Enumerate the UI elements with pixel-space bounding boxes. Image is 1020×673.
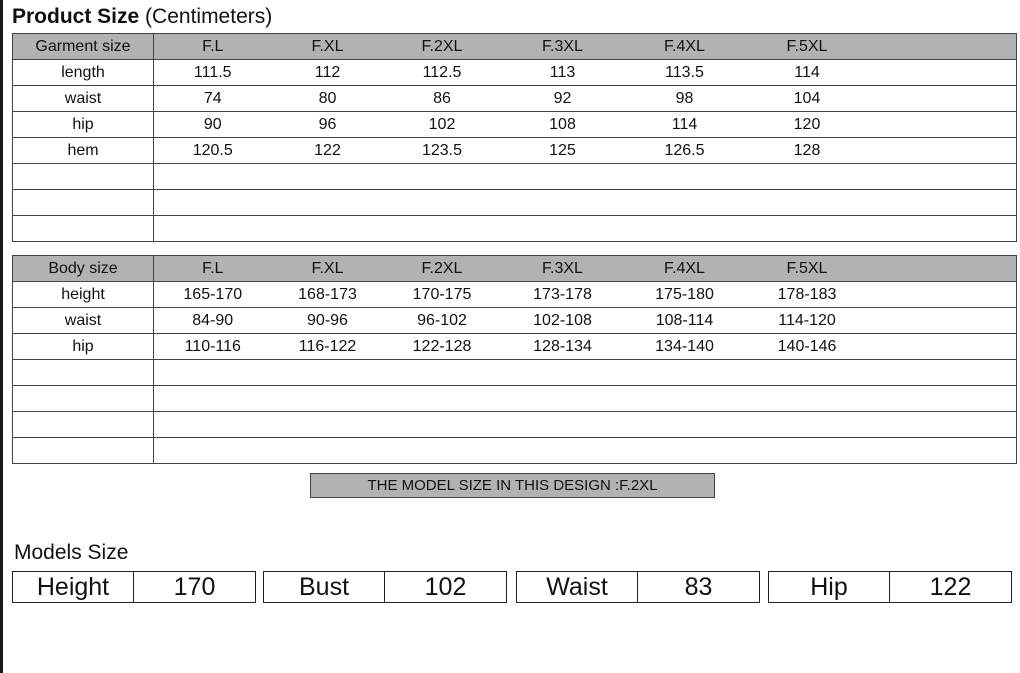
title-units: (Centimeters) (145, 5, 273, 28)
body-header-size: F.4XL (625, 256, 745, 282)
body-header-label: Body size (13, 256, 154, 282)
table-cell: 74 (154, 86, 272, 112)
garment-header-size: F.4XL (625, 34, 745, 60)
garment-header-size: F.L (154, 34, 272, 60)
body-size-table (12, 255, 1017, 464)
table-cell: 98 (625, 86, 745, 112)
table-cell: 111.5 (154, 60, 272, 86)
table-cell: 168-173 (272, 282, 384, 308)
model-waist-value: 83 (684, 573, 713, 601)
table-cell: 170-175 (384, 282, 501, 308)
model-height-label: Height (13, 572, 134, 602)
empty-label-cell (13, 360, 154, 386)
empty-row (13, 412, 1017, 438)
row-label: hem (13, 138, 154, 164)
table-cell: 165-170 (154, 282, 272, 308)
empty-value-cell (154, 412, 1017, 438)
table-cell-filler (870, 282, 1017, 308)
table-row (13, 112, 1017, 138)
model-bust-box (263, 571, 507, 603)
table-cell: 108 (501, 112, 625, 138)
table-cell-filler (870, 112, 1017, 138)
empty-label-cell (13, 386, 154, 412)
empty-label-cell (13, 216, 154, 242)
table-cell: 128-134 (501, 334, 625, 360)
empty-row (13, 438, 1017, 464)
table-cell: 110-116 (154, 334, 272, 360)
table-row (13, 138, 1017, 164)
empty-value-cell (154, 386, 1017, 412)
body-header-size: F.2XL (384, 256, 501, 282)
body-header-size: F.5XL (745, 256, 870, 282)
model-hip-box (768, 571, 1012, 603)
table-cell: 122 (272, 138, 384, 164)
table-cell: 108-114 (625, 308, 745, 334)
empty-value-cell (154, 438, 1017, 464)
empty-row (13, 360, 1017, 386)
table-cell-filler (870, 308, 1017, 334)
empty-label-cell (13, 412, 154, 438)
empty-row (13, 216, 1017, 242)
table-cell: 175-180 (625, 282, 745, 308)
models-size-title: Models Size (14, 541, 129, 564)
table-row (13, 86, 1017, 112)
model-hip-value: 122 (929, 573, 972, 601)
table-cell: 178-183 (745, 282, 870, 308)
model-waist-label: Waist (517, 572, 638, 602)
empty-value-cell (154, 216, 1017, 242)
table-cell: 113.5 (625, 60, 745, 86)
table-cell-filler (870, 86, 1017, 112)
table-cell: 84-90 (154, 308, 272, 334)
page-title (12, 5, 272, 29)
model-height-box (12, 571, 256, 603)
garment-header-size: F.5XL (745, 34, 870, 60)
table-cell: 112 (272, 60, 384, 86)
model-height-value: 170 (173, 573, 216, 601)
table-cell: 116-122 (272, 334, 384, 360)
table-cell-filler (870, 138, 1017, 164)
body-header-size: F.L (154, 256, 272, 282)
row-label: height (13, 282, 154, 308)
table-cell: 114 (625, 112, 745, 138)
body-header-size: F.XL (272, 256, 384, 282)
table-cell: 126.5 (625, 138, 745, 164)
garment-size-table (12, 33, 1017, 242)
empty-value-cell (154, 360, 1017, 386)
row-label: length (13, 60, 154, 86)
table-cell: 134-140 (625, 334, 745, 360)
empty-row (13, 164, 1017, 190)
model-size-banner: THE MODEL SIZE IN THIS DESIGN :F.2XL (310, 473, 715, 498)
empty-row (13, 386, 1017, 412)
table-cell: 86 (384, 86, 501, 112)
model-waist-box (516, 571, 760, 603)
empty-value-cell (154, 190, 1017, 216)
garment-header-size: F.2XL (384, 34, 501, 60)
table-cell: 125 (501, 138, 625, 164)
garment-header-filler (870, 34, 1017, 60)
table-cell: 120 (745, 112, 870, 138)
model-bust-label: Bust (264, 572, 385, 602)
garment-header-label: Garment size (13, 34, 154, 60)
empty-label-cell (13, 164, 154, 190)
table-row (13, 308, 1017, 334)
table-cell: 90 (154, 112, 272, 138)
table-cell: 128 (745, 138, 870, 164)
row-label: hip (13, 112, 154, 138)
model-hip-label: Hip (769, 572, 890, 602)
table-row (13, 60, 1017, 86)
table-cell: 120.5 (154, 138, 272, 164)
table-cell: 114-120 (745, 308, 870, 334)
empty-row (13, 190, 1017, 216)
body-header-row (13, 256, 1017, 282)
body-header-size: F.3XL (501, 256, 625, 282)
table-cell-filler (870, 60, 1017, 86)
table-cell: 122-128 (384, 334, 501, 360)
row-label: waist (13, 308, 154, 334)
table-cell: 96 (272, 112, 384, 138)
empty-value-cell (154, 164, 1017, 190)
table-cell: 173-178 (501, 282, 625, 308)
garment-header-size: F.XL (272, 34, 384, 60)
empty-label-cell (13, 438, 154, 464)
table-cell: 92 (501, 86, 625, 112)
table-cell: 123.5 (384, 138, 501, 164)
garment-header-size: F.3XL (501, 34, 625, 60)
table-cell: 140-146 (745, 334, 870, 360)
table-row (13, 334, 1017, 360)
table-cell: 104 (745, 86, 870, 112)
model-bust-value: 102 (424, 573, 467, 601)
table-cell-filler (870, 334, 1017, 360)
table-cell: 114 (745, 60, 870, 86)
table-cell: 96-102 (384, 308, 501, 334)
table-row (13, 282, 1017, 308)
table-cell: 112.5 (384, 60, 501, 86)
table-cell: 90-96 (272, 308, 384, 334)
garment-header-row (13, 34, 1017, 60)
table-cell: 102-108 (501, 308, 625, 334)
table-cell: 102 (384, 112, 501, 138)
table-cell: 113 (501, 60, 625, 86)
row-label: hip (13, 334, 154, 360)
row-label: waist (13, 86, 154, 112)
empty-label-cell (13, 190, 154, 216)
left-edge-rule (0, 0, 3, 673)
table-cell: 80 (272, 86, 384, 112)
body-header-filler (870, 256, 1017, 282)
title-bold: Product Size (12, 5, 140, 28)
